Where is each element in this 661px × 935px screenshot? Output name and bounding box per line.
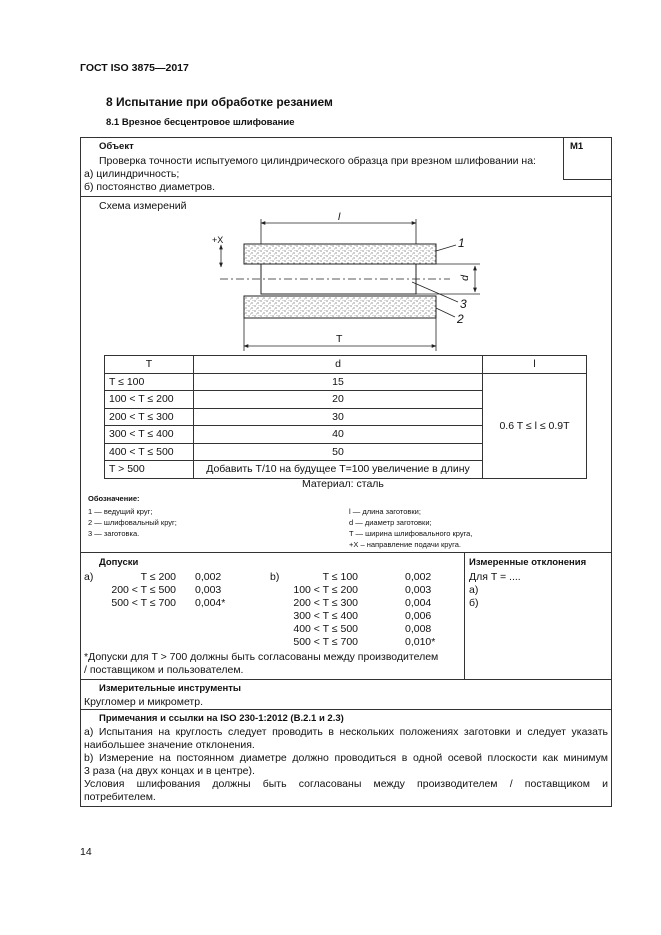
- tolerance-range: 500 < T ≤ 700: [293, 636, 358, 648]
- measurement-diagram: [200, 205, 490, 355]
- cell-T: 400 < T ≤ 500: [105, 443, 194, 461]
- tolerance-value: 0,004: [405, 597, 432, 609]
- instruments-text: Кругломер и микрометр.: [84, 696, 204, 708]
- table-row: [105, 373, 587, 391]
- plus-x-label: +X: [212, 235, 224, 245]
- legend-item: 2 — шлифовальный круг;: [88, 518, 177, 527]
- tolerance-range: T ≤ 100: [322, 571, 358, 583]
- material-label: Материал: сталь: [302, 478, 384, 490]
- tolerance-range: 100 < T ≤ 200: [293, 584, 358, 596]
- header-l: l: [483, 356, 587, 374]
- tolerance-value: 0,003: [405, 584, 432, 596]
- header-d: d: [194, 356, 483, 374]
- divider: [80, 679, 612, 680]
- measured-a: а): [469, 584, 479, 596]
- tolerance-note: *Допуски для T > 700 должны быть согласованы между производителем: [84, 651, 439, 663]
- object-text: Проверка точности испытуемого цилиндрического образца при врезном шлифовании на:: [99, 155, 536, 167]
- callout-1: 1: [458, 236, 465, 250]
- tolerance-value: 0,010*: [405, 636, 436, 648]
- tolerance-note: / поставщиком и пользователем.: [84, 664, 244, 676]
- section-subtitle: 8.1 Врезное бесцентровое шлифование: [106, 117, 295, 128]
- legend-item: +X – направление подачи круга.: [349, 540, 461, 549]
- legend-item: l — длина заготовки;: [349, 507, 421, 516]
- cell-T: T ≤ 100: [105, 373, 194, 391]
- page-number: 14: [80, 846, 92, 858]
- tolerance-value: 0,006: [405, 610, 432, 622]
- notes-line: 3 раза (на двух концах и в центре).: [84, 765, 255, 777]
- legend-item: T — ширина шлифовального круга,: [349, 529, 473, 538]
- cell-T: T > 500: [105, 461, 194, 479]
- notes-line: b) Измерение на постоянном диаметре должно проводиться в одной осевой плоскости как минимум: [84, 752, 608, 764]
- callout-2: 2: [457, 312, 464, 326]
- tolerances-label: Допуски: [99, 557, 139, 568]
- legend-title: Обозначение:: [88, 494, 140, 503]
- divider: [80, 196, 612, 197]
- cell-T: 200 < T ≤ 300: [105, 408, 194, 426]
- dim-d-label: d: [458, 275, 471, 281]
- table-header-row: [105, 356, 587, 374]
- cell-T: 100 < T ≤ 200: [105, 391, 194, 409]
- divider: [80, 552, 612, 553]
- legend-item: 3 — заготовка.: [88, 529, 140, 538]
- tolerance-range: 200 < T ≤ 500: [111, 584, 176, 596]
- notes-label: Примечания и ссылки на ISO 230-1:2012 (В.2.1 и 2.3): [99, 713, 344, 724]
- dimension-table: [104, 355, 587, 479]
- standard-header: ГОСТ ISO 3875—2017: [80, 62, 189, 74]
- section-title: 8 Испытание при обработке резанием: [106, 95, 333, 109]
- divider: [464, 552, 465, 679]
- tolerance-a-label: а): [84, 571, 94, 583]
- cell-d: 50: [194, 443, 483, 461]
- dim-T-label: T: [336, 333, 343, 345]
- measured-b: б): [469, 597, 479, 609]
- tolerance-value: 0,008: [405, 623, 432, 635]
- measured-label: Измеренные отклонения: [469, 557, 587, 568]
- tolerance-value: 0,003: [195, 584, 222, 596]
- tolerance-value: 0,002: [405, 571, 432, 583]
- cell-d: 20: [194, 391, 483, 409]
- legend-item: 1 — ведущий круг;: [88, 507, 153, 516]
- measured-for-T: Для T = ....: [469, 571, 521, 583]
- tolerance-range: 300 < T ≤ 400: [293, 610, 358, 622]
- cell-d: 15: [194, 373, 483, 391]
- tolerance-value: 0,002: [195, 571, 222, 583]
- tolerance-b-label: b): [270, 571, 280, 583]
- legend-item: d — диаметр заготовки;: [349, 518, 432, 527]
- instruments-label: Измерительные инструменты: [99, 683, 242, 694]
- scheme-label: Схема измерений: [99, 200, 187, 212]
- object-item-b: б) постоянство диаметров.: [84, 181, 216, 193]
- tolerance-value: 0,004*: [195, 597, 226, 609]
- cell-T: 300 < T ≤ 400: [105, 426, 194, 444]
- dim-l-label: l: [338, 211, 341, 223]
- notes-line: а) Испытания на круглость следует проводить в нескольких положениях заготовки и следует указать: [84, 726, 608, 738]
- callout-3: 3: [460, 297, 467, 311]
- header-T: T: [105, 356, 194, 374]
- cell-d: 30: [194, 408, 483, 426]
- cell-d: 40: [194, 426, 483, 444]
- cell-d: Добавить T/10 на будущее T=100 увеличение в длину: [194, 461, 483, 479]
- tolerance-range: T ≤ 200: [140, 571, 176, 583]
- object-code: M1: [570, 141, 584, 152]
- notes-line: наибольшее значение отклонения.: [84, 739, 255, 751]
- divider: [80, 709, 612, 710]
- divider: [563, 179, 612, 180]
- object-label: Объект: [99, 141, 134, 152]
- tolerance-range: 500 < T ≤ 700: [111, 597, 176, 609]
- tolerance-range: 400 < T ≤ 500: [293, 623, 358, 635]
- cell-l: 0.6 T ≤ l ≤ 0.9T: [483, 373, 587, 478]
- notes-line: Условия шлифования должны быть согласованы между производителем / поставщиком и: [84, 778, 608, 790]
- tolerance-range: 200 < T ≤ 300: [293, 597, 358, 609]
- notes-line: потребителем.: [84, 791, 156, 803]
- divider: [563, 137, 564, 179]
- object-item-a: а) цилиндричность;: [84, 168, 180, 180]
